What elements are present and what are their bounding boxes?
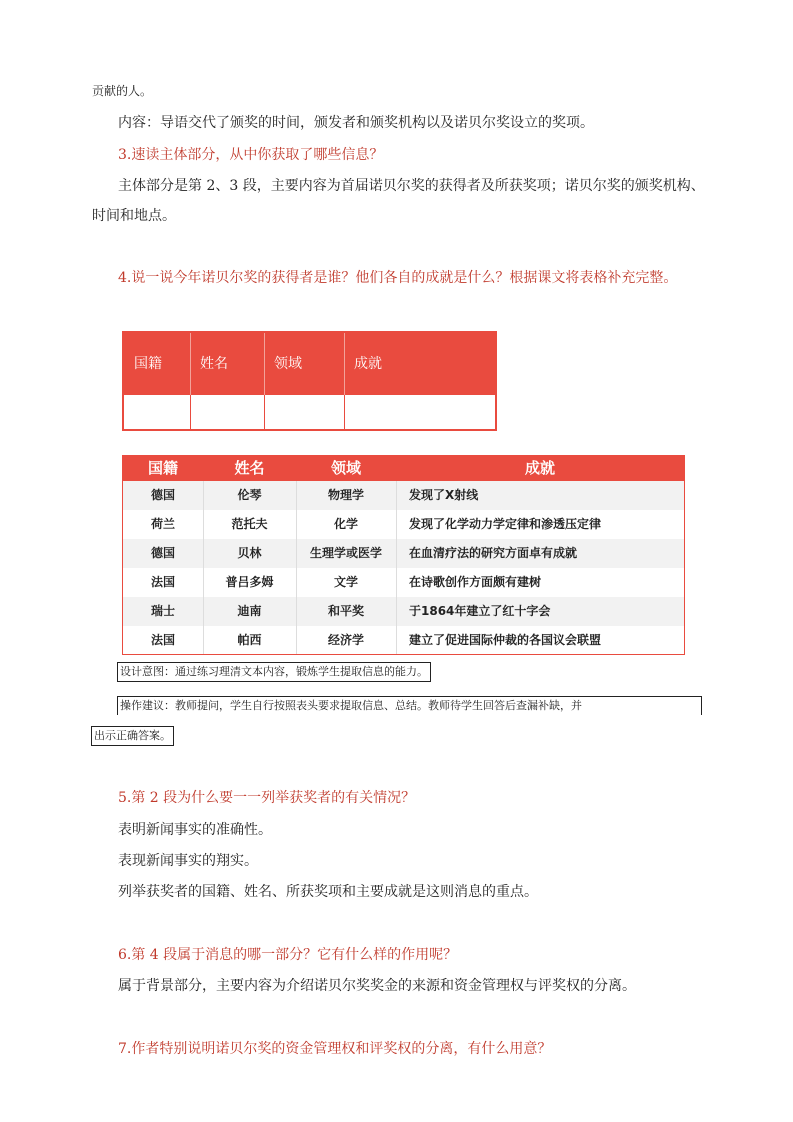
answer-6: 属于背景部分，主要内容为介绍诺贝尔奖奖金的来源和资金管理权与评奖权的分离。	[118, 978, 636, 994]
filled-answer-table	[122, 455, 685, 655]
answer-3-line-2: 时间和地点。	[92, 208, 176, 224]
filled-table-header-row	[123, 455, 684, 481]
empty-table-header-achievement: 成就	[354, 356, 382, 372]
intro-line-0: 贡献的人。	[92, 84, 153, 98]
empty-table-cell-border	[344, 395, 345, 429]
operation-note-line-1: 操作建议：教师提问，学生自行按照表头要求提取信息、总结。教师待学生回答后查漏补缺，并	[117, 696, 702, 715]
answer-3-line-1: 主体部分是第 2、3 段，主要内容为首届诺贝尔奖的获得者及所获奖项；诺贝尔奖的颁奖机构、	[118, 178, 705, 194]
cell-name: 普吕多姆	[225, 575, 274, 589]
empty-table-cell-border	[190, 395, 191, 429]
answer-5-item-3: 列举获奖者的国籍、姓名、所获奖项和主要成就是这则消息的重点。	[118, 884, 538, 900]
cell-field: 化学	[333, 517, 358, 531]
question-3: 3.速读主体部分，从中你获取了哪些信息？	[118, 147, 384, 163]
filled-table-header-name: 姓名	[234, 459, 265, 477]
cell-achievement: 发现了X射线	[409, 488, 479, 502]
intro-content-line: 内容：导语交代了颁奖的时间，颁发者和颁奖机构以及诺贝尔奖设立的奖项。	[118, 115, 594, 131]
cell-name: 迪南	[237, 604, 262, 618]
cell-achievement: 于1864年建立了红十字会	[409, 604, 551, 618]
table-column-divider	[396, 481, 397, 654]
cell-name: 伦琴	[237, 488, 262, 502]
answer-5-item-1: 表明新闻事实的准确性。	[118, 822, 272, 838]
cell-field: 生理学或医学	[309, 546, 382, 560]
empty-table-header-name: 姓名	[200, 356, 228, 372]
cell-field: 和平奖	[327, 604, 364, 618]
cell-nationality: 法国	[150, 633, 175, 647]
cell-achievement: 在诗歌创作方面颇有建树	[409, 575, 542, 589]
design-intent-note: 设计意图：通过练习理清文本内容，锻炼学生提取信息的能力。	[117, 662, 431, 682]
cell-name: 帕西	[237, 633, 262, 647]
question-4: 4.说一说今年诺贝尔奖的获得者是谁？他们各自的成就是什么？根据课文将表格补充完整。	[118, 270, 678, 286]
cell-field: 经济学	[327, 633, 364, 647]
table-column-divider	[203, 481, 204, 654]
cell-field: 文学	[333, 575, 358, 589]
empty-table-header-row	[124, 333, 495, 395]
cell-nationality: 瑞士	[150, 604, 175, 618]
filled-table-header-field: 领域	[330, 459, 361, 477]
cell-achievement: 发现了化学动力学定律和渗透压定律	[409, 517, 602, 531]
empty-table-header-field: 领域	[274, 356, 302, 372]
cell-name: 范托夫	[231, 517, 268, 531]
empty-table-cell-border	[264, 395, 265, 429]
table-row	[123, 626, 684, 655]
empty-table-header-nationality: 国籍	[134, 356, 162, 372]
cell-name: 贝林	[237, 546, 262, 560]
cell-nationality: 荷兰	[150, 517, 175, 531]
table-column-divider	[296, 481, 297, 654]
question-7: 7.作者特别说明诺贝尔奖的资金管理权和评奖权的分离，有什么用意？	[118, 1041, 552, 1057]
filled-table-header-nationality: 国籍	[147, 459, 178, 477]
cell-achievement: 建立了促进国际仲裁的各国议会联盟	[409, 633, 602, 647]
empty-answer-table	[122, 331, 497, 431]
cell-nationality: 法国	[150, 575, 175, 589]
question-5: 5.第 2 段为什么要一一列举获奖者的有关情况？	[118, 790, 416, 806]
cell-achievement: 在血清疗法的研究方面卓有成就	[409, 546, 578, 560]
filled-table-header-achievement: 成就	[524, 459, 555, 477]
table-row	[123, 481, 684, 510]
cell-field: 物理学	[327, 488, 364, 502]
table-row	[123, 539, 684, 568]
cell-nationality: 德国	[150, 488, 175, 502]
cell-nationality: 德国	[150, 546, 175, 560]
table-row	[123, 568, 684, 597]
table-row	[123, 597, 684, 626]
answer-5-item-2: 表现新闻事实的翔实。	[118, 853, 258, 869]
operation-note-line-2: 出示正确答案。	[91, 726, 174, 746]
table-row	[123, 510, 684, 539]
question-6: 6.第 4 段属于消息的哪一部分？它有什么样的作用呢？	[118, 947, 458, 963]
